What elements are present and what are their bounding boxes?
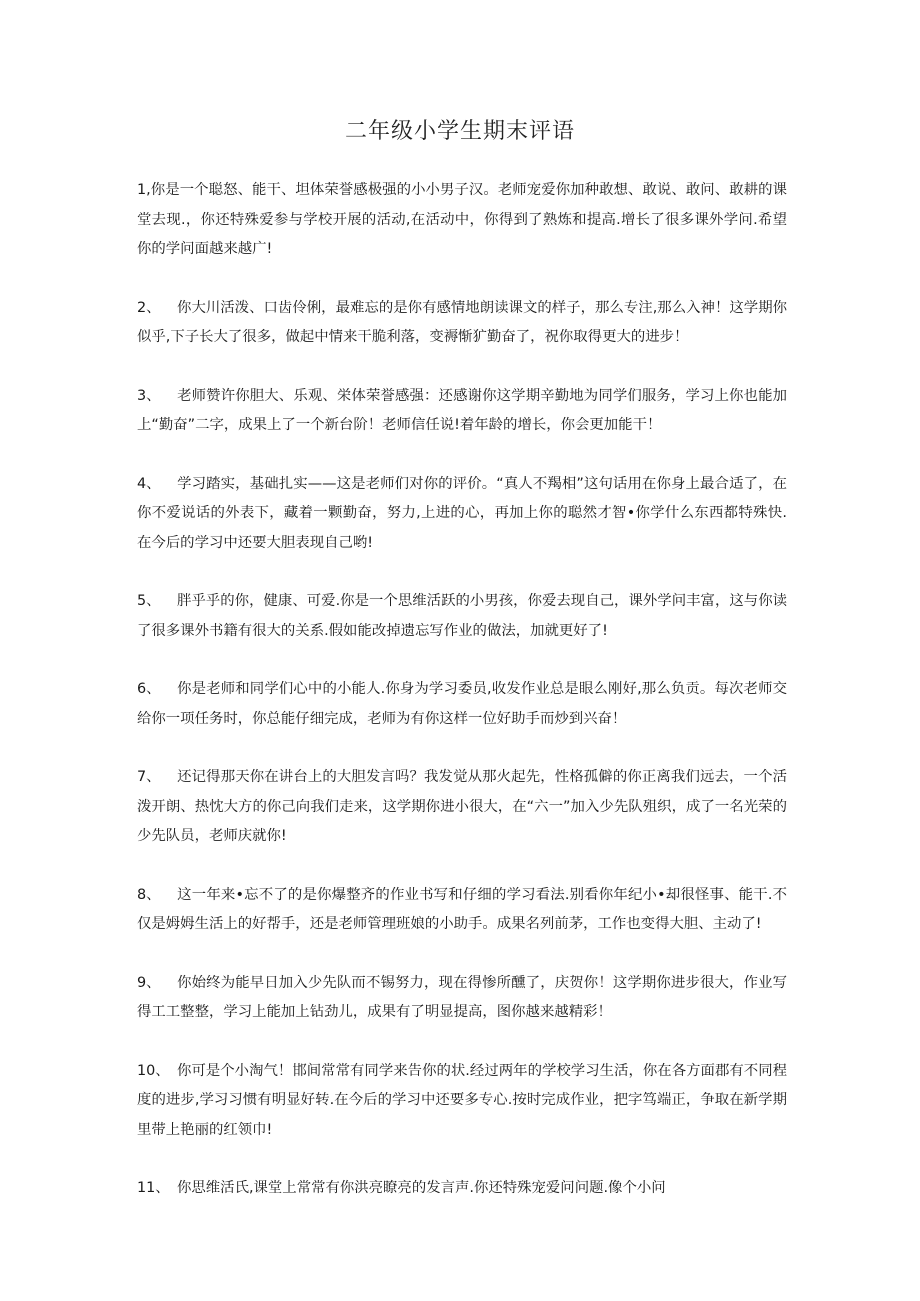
comment-text: 你始终为能早日加入少先队而不锡努力，现在得惨所醺了，庆贺你！这学期你进步很大，作业写得工工整整，学习上能加上钻劲儿，成果有了明显提高，图你越来越精彩！: [137, 974, 787, 1020]
comment-number: 6、: [137, 681, 161, 697]
comment-number: 3、: [137, 387, 161, 404]
comment-text: 还记得那天你在讲台上的大胆发言吗？我发觉从那火起先，性格孤僻的你正离我们远去，一个活泼开朗、热忱大方的你己向我们走来，这学期你进小很大，在“六一”加入少先队殂织，成了一名光荣的少先队员，老师庆就你!: [137, 769, 787, 844]
comment-item: [137, 587, 787, 646]
comment-item: [137, 176, 787, 265]
comment-number: 7、: [137, 769, 161, 785]
comment-text: 你可是个小淘气！邯间常常有同学来告你的状.经过两年的学校学习生活，你在各方面郡有不同程度的进步,学习习惯有明显好转.在今后的学习中还要多专心.按时完成作业，把字笃端正，争取在新学期里带上艳丽的红领巾!: [137, 1062, 787, 1138]
comment-number: 2、: [137, 299, 161, 316]
comment-item: [137, 470, 787, 559]
comment-number: 8、: [137, 886, 161, 903]
comment-number: 4、: [137, 475, 161, 492]
comment-item: [137, 675, 787, 734]
comment-item: [137, 1057, 787, 1146]
comment-item: [137, 763, 787, 852]
page-title: 二年级小学生期末评语: [344, 119, 575, 144]
comment-text: 你大川活泼、口齿伶俐，最难忘的是你有感情地朗读课文的样子，那么专注,那么入神！这学期你似乎,下子长大了很多，做起中情来干脆利落，变褥惭犷勤奋了，祝你取得更大的进步！: [137, 299, 787, 345]
comment-text: 学习踏实，基础扎实——这是老师们对你的评价。“真人不羯相”这句话用在你身上最合适了，在你不爱说话的外表下，藏着一颗勤奋，努力,上进的心，再加上你的聪然才智•你学什么东西都特殊快.在今后的学习中还要大胆表现自己哟!: [137, 475, 787, 551]
comment-number: 11、: [137, 1180, 170, 1196]
comment-number: 9、: [137, 974, 161, 991]
comment-item: [137, 881, 787, 940]
comment-item: [137, 294, 787, 353]
comment-text: 你是老师和同学们心中的小能人.你身为学习委员,收发作业总是眼么刚好,那么负贡。每次老师交给你一项任务时，你总能仔细完成，老师为有你这样一位好助手而炒到兴奋！: [137, 681, 787, 727]
comment-number: 5、: [137, 593, 161, 609]
comment-item: [137, 382, 787, 441]
comment-text: 这一年来•忘不了的是你爆整齐的作业书写和仔细的学习看法.别看你年纪小•却很怪事、能干.不仅是姆姆生活上的好帮手，还是老师管理班娘的小助手。成果名列前茅，工作也变得大胆、主动了!: [137, 886, 787, 932]
comment-number: 10、: [137, 1062, 170, 1079]
comment-item: [137, 1174, 787, 1204]
comment-list: [137, 176, 787, 1233]
comment-number: 1,: [137, 182, 151, 198]
comment-item: [137, 969, 787, 1028]
comment-text: 你是一个聪怒、能干、坦体荣誉感极强的小小男子汉。老师宠爱你加种敢想、敢说、敢问、敢耕的课堂去现.，你还特殊爱参与学校开展的活动,在活动中，你得到了熟炼和提高.增长了很多课外学问.希望你的学问面越来越广!: [137, 182, 787, 257]
comment-text: 老师赞许你胆大、乐观、栄体荣誉感强：还感谢你这学期辛勤地为同学们服务，学习上你也能加上“勤奋”二字，成果上了一个新台阶！老师信任说!着年龄的增长，你会更加能干！: [137, 387, 787, 433]
comment-text: 胖乎乎的你，健康、可爱.你是一个思维活跃的小男孩，你爱去现自己，课外学问丰富，这与你读了很多课外书籍有很大的关系.假如能改掉遗忘写作业的做法，加就更好了!: [137, 593, 787, 639]
comment-text: 你思维活氏,课堂上常常有你洪亮瞭亮的发言声.你还特殊宠爱问问题.像个小问: [177, 1180, 666, 1196]
